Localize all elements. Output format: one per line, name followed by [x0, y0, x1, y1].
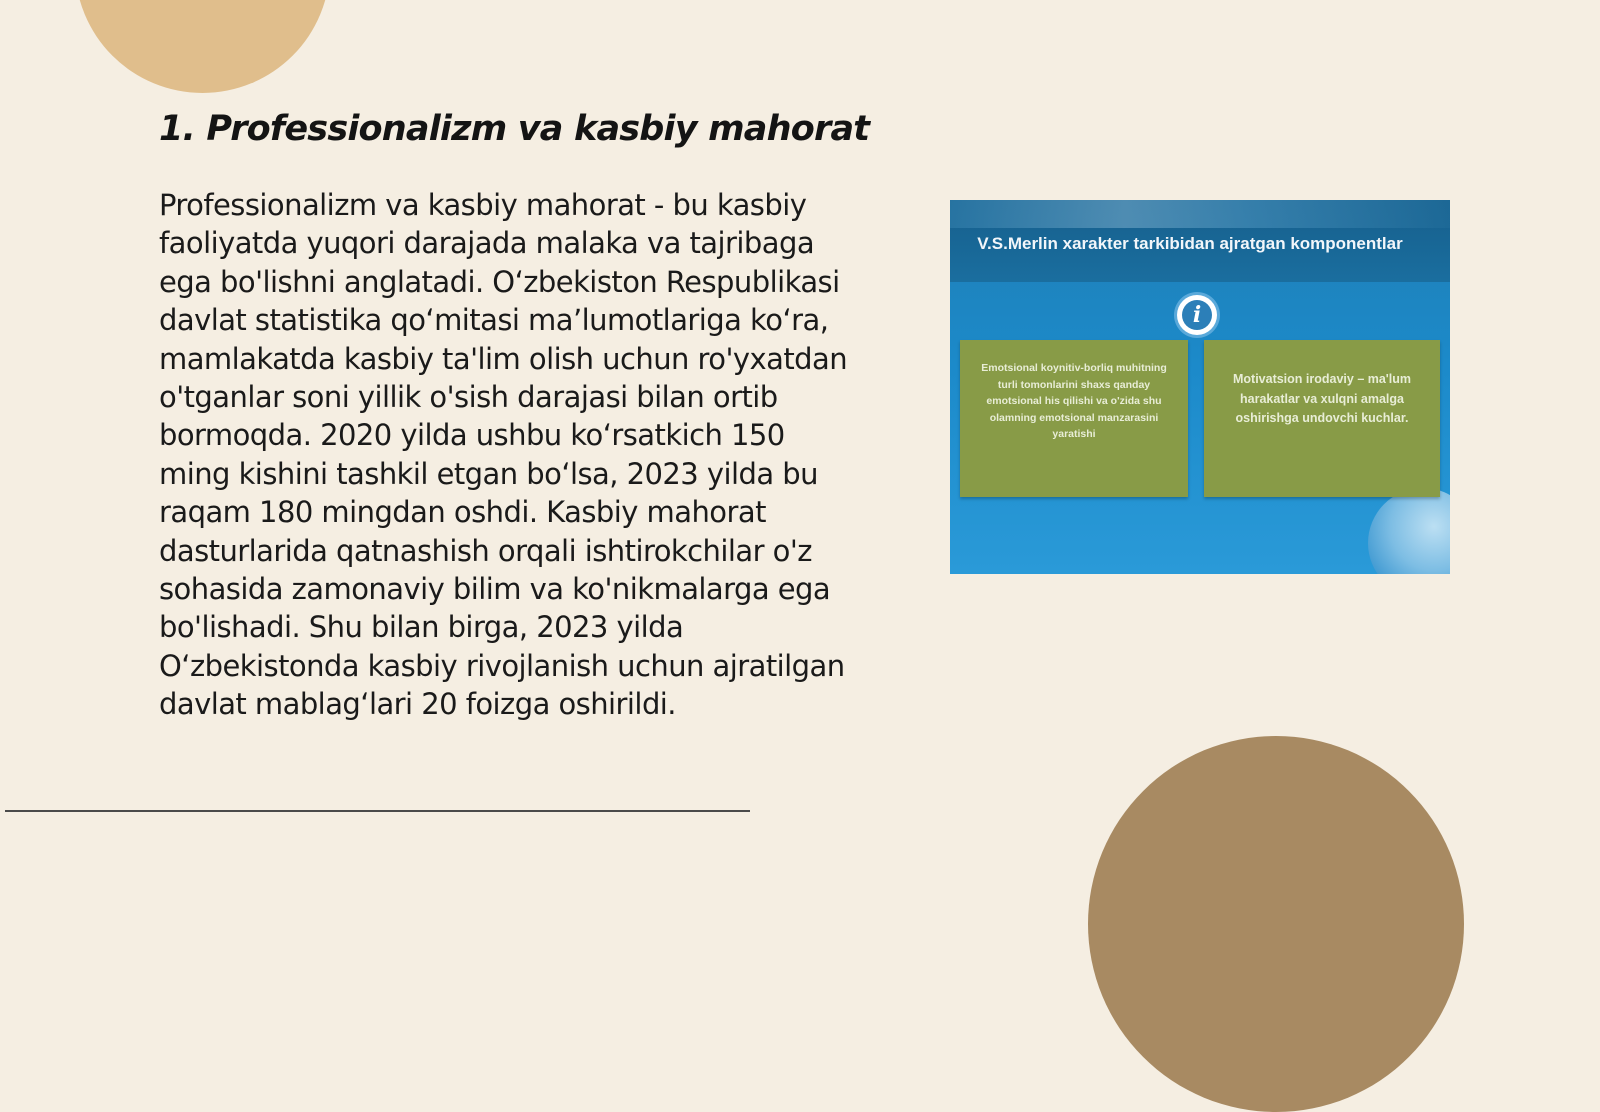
embedded-picture [950, 200, 1450, 574]
globe-graphic [1368, 488, 1450, 574]
picture-box-left-text: Emotsional koynitiv-borliq muhitning turli tomonlarini shaxs qanday emotsional his qilishi va o'zida shu olamning emotsional manzarasini yaratishi [981, 362, 1167, 440]
slide-body-text: Professionalizm va kasbiy mahorat - bu kasbiy faoliyatda yuqori darajada malaka va tajribaga ega bo'lishni anglatadi. O‘zbekiston Respublikasi davlat statistika qo‘mitasi ma’lumotlariga ko‘ra, mamlakatda kasbiy ta'lim olish uchun ro'yxatdan o'tganlar soni yillik o'sish darajasi bilan ortib bormoqda. 2020 yilda ushbu ko‘rsatkich 150 ming kishini tashkil etgan bo‘lsa, 2023 yilda bu raqam 180 mingdan oshdi. Kasbiy mahorat dasturlarida qatnashish orqali ishtirokchilar o'z sohasida zamonaviy bilim va ko'nikmalarga ega bo'lishadi. Shu bilan birga, 2023 yilda O‘zbekistonda kasbiy rivojlanish uchun ajratilgan davlat mablag‘lari 20 foizga oshirildi. [159, 188, 848, 722]
decorative-circle-top [75, 0, 330, 93]
decorative-circle-bottom [1088, 736, 1464, 1112]
picture-title: V.S.Merlin xarakter tarkibidan ajratgan komponentlar [977, 234, 1403, 253]
slide-title: 1. Professionalizm va kasbiy mahorat [159, 109, 870, 149]
picture-header-band [950, 200, 1450, 228]
picture-box-right [1204, 340, 1440, 497]
picture-box-right-text: Motivatsion irodaviy – ma'lum harakatlar va xulqni amalga oshirishga undovchi kuchlar. [1232, 372, 1411, 425]
info-icon [1177, 295, 1217, 335]
divider-line [5, 810, 750, 812]
picture-header [950, 200, 1450, 282]
picture-box-left [960, 340, 1188, 497]
info-icon-glyph: i [1182, 300, 1212, 330]
